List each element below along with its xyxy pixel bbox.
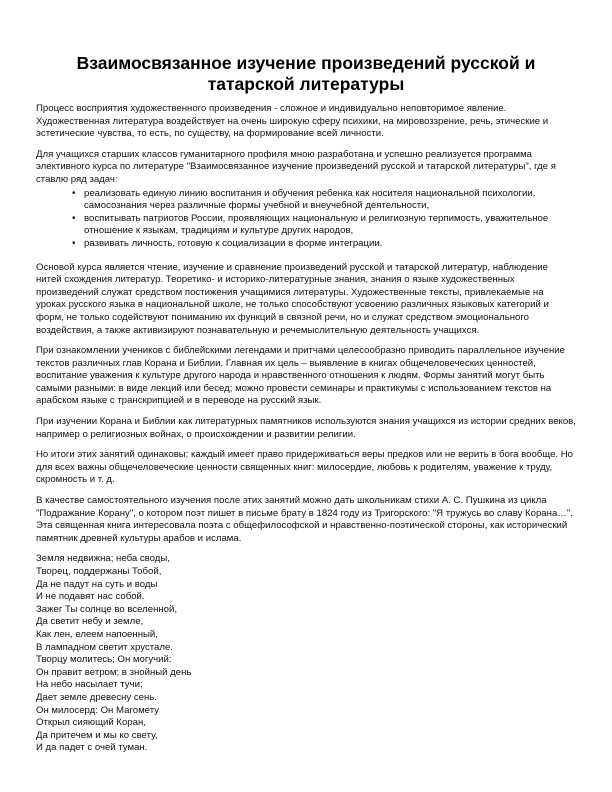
paragraph-results: Но итоги этих занятий одинаковы: каждый имеет право придерживаться веры предков или не верить в бога вообще. Но для всех важны общечеловеческие ценности священных книг: милосердие, любовь к родителям, уважение к труду, скромность и т. д. (36, 449, 574, 486)
poem-line: Он милосерд: Он Магомету (36, 704, 159, 716)
poem-line: Да светит небу и земле, (36, 616, 144, 628)
poem-line: И да падет с очей туман. (36, 742, 148, 754)
list-item: • реализовать единую линию воспитания и обучения ребенка как носителя национальной психологии, самосознания через различные формы учебной и внеучебной деятельности, (84, 188, 576, 213)
paragraph-history: При изучении Корана и Библии как литературных памятников используются знания учащихся из истории средних веков, например о религиозных войнах, о происхождении и развитии религии. (36, 416, 576, 440)
list-item: • развивать личность, готовую к социализации в форме интеграции. (84, 238, 576, 251)
paragraph-course-basis: Основой курса является чтение, изучение и сравнение произведений русской и татарской литератур, наблюдение нитей схождения литератур. Теоретико- и историко-литературные знания, знания о языке художественных произведений служат средством постижения учащимися литературы. Художественные тексты, привлекаемые на уроках русского языка в национальной школе, не только способствуют усвоению различных языковых категорий и форм, не только содействуют пониманию их функций в связной речи, но и служат средством эмоционального воздействия, а также активизируют познавательную и речемыслительную деятельность учащихся. (36, 261, 549, 336)
poem-line: Зажег Ты солнце во вселенной, (36, 603, 178, 615)
poem-line: Да притечем и мы ко свету, (36, 729, 158, 741)
poem-line: В лампадном светит хрустале. (36, 641, 173, 653)
paragraph-koran-bible: При ознакомлении учеников с библейскими легендами и притчами целесообразно приводить параллельное изучение текстов различных глав Корана и Библии. Главная их цель – выявление в книгах общечеловеческих ценностей, воспитание уважения к культуре другого народа и нравственного отношения к людям. Формы занятий могут быть самыми разными: в виде лекций или бесед; можно провести семинары и практикумы с использованием текстов на арабском языке с транскрипцией и в переводе на русский язык. (36, 345, 565, 407)
paragraph-course-program: Для учащихся старших классов гуманитарного профиля мною разработана и успешно реализуется программа элективного курса по литературе "Взаимосвязанное изучение произведений русской и татарской литературы", где я ставлю ряд задач: (36, 148, 556, 185)
poem-line: Творец, поддержаны Тобой, (36, 566, 162, 577)
poem-line: Как лен, елеем напоенный, (36, 628, 158, 640)
poem-line: Земля недвижна; неба своды, (36, 553, 170, 565)
poem-line: На небо насылает тучи; (36, 679, 143, 691)
document-body (36, 103, 576, 755)
paragraph-intro: Процесс восприятия художественного произведения - сложное и индивидуально неповторимое явление. Художественная литература воздействует на очень широкую сферу психики, на мировоззрение, речь, этические и эстетические чувства, то есть, по существу, на формирование всей личности. (36, 103, 549, 140)
task-list (36, 188, 576, 251)
poem-line: Открыл сияющий Коран, (36, 717, 146, 729)
poem-line: Он правит ветром; в знойный день (36, 666, 192, 678)
paragraph-pushkin: В качестве самостоятельного изучения после этих занятий можно дать школьникам стихи А. С. Пушкина из цикла "Подражание Корану", о котором поэт пишет в письме брату в 1824 году из Тригорского: "Я тружусь во славу Корана…". Эта священная книга интересовала поэта с общефилософской и нравственно-поэтической стороны, как исторический памятник древней культуры арабов и ислама. (36, 495, 573, 544)
list-item: • воспитывать патриотов России, проявляющих национальную и религиозную терпимость, уважительное отношение к языкам, традициям и культуре других народов, (84, 213, 576, 238)
document-title: Взаимосвязанное изучение произведений русской и татарской литературы (76, 53, 536, 94)
poem-line: Да не падут на суть и воды (36, 578, 158, 590)
poem-line: Творцу молитесь; Он могучий: (36, 654, 172, 666)
poem (36, 553, 576, 755)
poem-line: И не подавят нас собой. (36, 591, 145, 603)
poem-line: Дает земле древесну сень. (36, 691, 157, 703)
